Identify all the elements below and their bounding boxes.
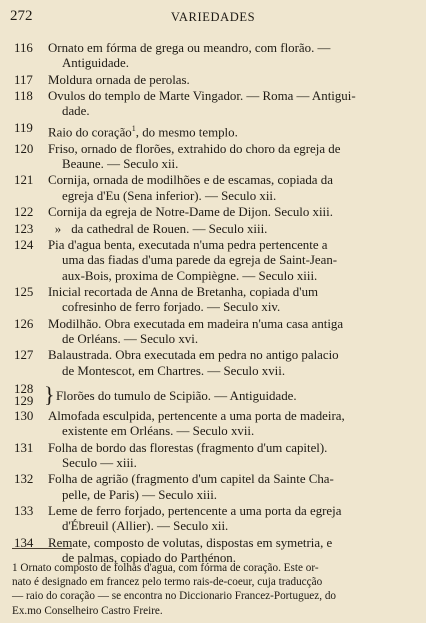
entry-line: Florões do tumulo de Scipião. — Antiguidade.: [56, 388, 297, 403]
entry-number: 130: [14, 409, 34, 424]
entry-line: [48, 222, 416, 237]
entry-line: Folha de agrião (fragmento d'um capitel da Sainte Cha-: [48, 472, 334, 487]
entry-128-129: [10, 381, 416, 408]
footnote-line: — raio do coração — se encontra no Diccionario Francez-Portuguez, do: [12, 590, 337, 603]
entry-number: 128: [14, 381, 34, 396]
entry-number: 132: [14, 472, 34, 487]
entry-number: 122: [14, 205, 34, 220]
entry-123: [10, 222, 416, 237]
footnote-line: 1 Ornato composto de folhas d'agua, com fórma de coração. Este or-: [12, 562, 319, 574]
footnote: [12, 561, 416, 618]
entry-text: [48, 142, 416, 172]
entry-number: 118: [14, 89, 33, 104]
entry-line: Ovulos do templo de Marte Vingador. — Roma — Antigui-: [48, 89, 356, 104]
entry-line: aux-Bois, proxima de Compiègne. — Seculo xiii.: [62, 268, 318, 283]
entry-116: [10, 41, 416, 71]
entry-line-part: , do mesmo templo.: [135, 125, 238, 140]
entry-line: Pia d'agua benta, executada n'uma pedra pertencente a: [48, 238, 328, 253]
entry-text: [48, 205, 416, 220]
entry-number: 123: [14, 221, 34, 236]
entry-126: [10, 317, 416, 347]
entry-text: [48, 222, 416, 237]
entry-line: uma das fiadas d'uma parede da egreja de Saint-Jean-: [62, 253, 338, 268]
entry-text: [48, 441, 416, 471]
entry-text: [48, 472, 416, 502]
entry-line: de Montescot, em Chartres. — Seculo xvii.: [62, 363, 286, 378]
entry-127: [10, 348, 416, 378]
entry-number: 127: [14, 348, 34, 363]
entry-line: Inicial recortada de Anna de Bretanha, copiada d'um: [48, 285, 319, 300]
entry-125: [10, 285, 416, 315]
entry-line-part: Raio do coração: [48, 125, 132, 140]
entry-132: [10, 472, 416, 502]
entry-number: 120: [14, 141, 34, 156]
entry-text: [48, 89, 416, 119]
footnote-marker: 1: [131, 123, 136, 133]
entry-number: 121: [14, 173, 34, 188]
entry-text: [48, 348, 416, 378]
entry-line: Remate, composto de volutas, dispostas em symetria, e: [48, 535, 333, 550]
entry-line: Ornato em fórma de grega ou meandro, com florão. —: [48, 41, 331, 55]
entry-130: [10, 409, 416, 439]
entry-number: 116: [14, 41, 33, 55]
footnote-line: nato é designado em francez pelo termo rais-de-coeur, cuja traducção: [12, 576, 323, 589]
entry-line: Beaune. — Seculo xii.: [62, 156, 179, 171]
running-title: VARIEDADES: [170, 10, 256, 24]
entry-line: Almofada esculpida, pertencente a uma porta de madeira,: [48, 409, 345, 424]
entry-number-pair: [14, 383, 33, 407]
entry-text: [48, 238, 416, 284]
entry-text: [56, 389, 416, 404]
entry-text: [48, 173, 416, 203]
entry-line: cofresinho de ferro forjado. — Seculo xiv.: [62, 300, 281, 315]
entry-line: Folha de bordo das florestas (fragmento d'um capitel).: [48, 440, 328, 455]
entry-131: [10, 441, 416, 471]
entry-118: [10, 89, 416, 119]
brace-icon: }: [44, 381, 55, 407]
entry-122: [10, 205, 416, 220]
footnote-line: Ex.mo Conselheiro Castro Freire.: [12, 604, 163, 617]
entry-line: [48, 121, 416, 141]
page-header: [10, 8, 416, 30]
entry-number: 124: [14, 238, 34, 253]
entry-number: 129: [14, 393, 34, 408]
entry-line: Balaustrada. Obra executada em pedra no antigo palacio: [48, 348, 339, 363]
entry-133: [10, 504, 416, 534]
entry-line: Moldura ornada de perolas.: [48, 72, 190, 87]
entry-text: [48, 121, 416, 141]
entry-number: 119: [14, 120, 33, 135]
entry-line: existente em Orléans. — Seculo xvii.: [62, 424, 255, 439]
entry-line: Friso, ornado de florões, extrahido do choro da egreja de: [48, 141, 341, 156]
entry-text: [48, 317, 416, 347]
entry-number: 134: [14, 535, 34, 550]
entry-number: 133: [14, 504, 34, 519]
entry-line-part: da cathedral de Rouen. — Seculo xiii.: [71, 221, 268, 236]
entry-120: [10, 142, 416, 172]
entry-121: [10, 173, 416, 203]
entry-text: [48, 73, 416, 88]
entry-line: dade.: [62, 104, 90, 119]
entry-line: de palmas, copiado do Parthénon.: [62, 551, 236, 566]
entry-line: Seculo — xiii.: [62, 455, 137, 470]
entry-text: [48, 409, 416, 439]
entry-line: Cornija da egreja de Notre-Dame de Dijon. Seculo xiii.: [48, 205, 333, 220]
entry-list: [10, 41, 416, 568]
entry-line: pelle, de Paris) — Seculo xiii.: [62, 487, 218, 502]
entry-line: Cornija, ornada de modilhões e de escamas, copiada da: [48, 173, 333, 188]
entry-117: [10, 73, 416, 88]
entry-line: Modilhão. Obra executada em madeira n'uma casa antiga: [48, 316, 344, 331]
entry-number: 131: [14, 440, 34, 455]
entry-line: egreja d'Eu (Sena inferior). — Seculo xii.: [62, 188, 277, 203]
entry-line: d'Ébreuil (Allier). — Seculo xii.: [62, 519, 229, 534]
entry-number: 125: [14, 285, 34, 300]
entry-119: [10, 121, 416, 141]
entry-124: [10, 238, 416, 284]
page-number: 272: [10, 8, 33, 24]
entry-line: Antiguidade.: [62, 56, 129, 71]
entry-number: 117: [14, 72, 33, 87]
entry-text: [48, 285, 416, 315]
entry-text: [48, 41, 416, 71]
entry-line: Leme de ferro forjado, pertencente a uma porta da egreja: [48, 504, 342, 519]
entry-number: 126: [14, 316, 34, 331]
entry-text: [48, 504, 416, 534]
entry-line: de Orléans. — Seculo xvi.: [62, 331, 199, 346]
ditto-mark: »: [54, 221, 62, 236]
footnote-divider: [12, 548, 72, 549]
